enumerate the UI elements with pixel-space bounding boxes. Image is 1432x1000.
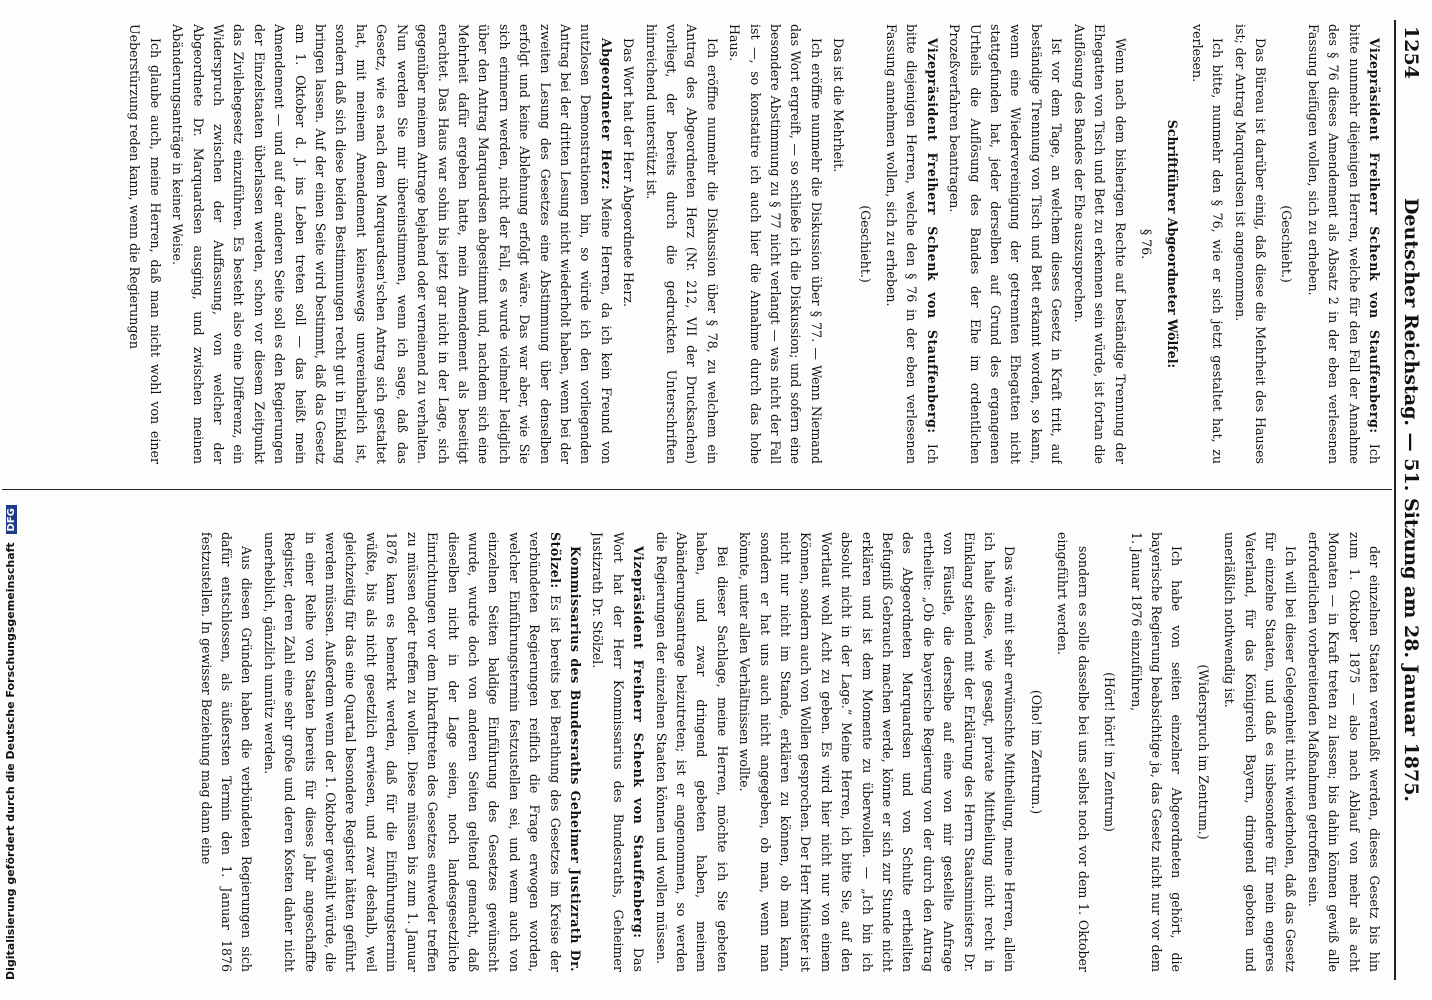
paragraph-text: Das Wort hat der Herr Abgeordnete Herz.	[621, 38, 637, 308]
paragraph-text: (Widerspruch im Zentrum.)	[1195, 664, 1211, 840]
paragraph	[1192, 532, 1212, 972]
paragraph	[195, 532, 256, 972]
dfg-logo: DFG	[6, 505, 17, 534]
paragraph-text: sondern es solle dasselbe bei uns selbst noch vor dem 1. Oktober eingeführt werden.	[1055, 532, 1091, 972]
paragraph-text: Das ist die Mehrheit.	[831, 38, 847, 173]
paragraph	[854, 24, 874, 464]
paragraph	[828, 24, 848, 464]
paragraph	[1026, 532, 1046, 972]
left-column	[12, 24, 1384, 464]
footer-credit	[4, 505, 17, 980]
paragraph	[640, 24, 722, 464]
paragraph	[124, 24, 165, 464]
paragraph-text: Ich glaube auch, meine Herren, daß man nicht wohl von einer Ueberstürzung reden kann, wenn die Regierungen	[127, 24, 163, 464]
paragraph	[1276, 24, 1296, 464]
paragraph-text: Ich bitte nunmehr diejenigen Herren, welche für den Fall der Annahme des § 76 dieses Amendement als Absatz 2 in der eben verlesenen Fassung beifügen wollen, sich zu erheben.	[1305, 24, 1382, 464]
page-number: 1254	[1400, 26, 1422, 79]
speaker-name: Kommissarius des Bundesraths Geheimer Justizrath Dr. Stölzel:	[547, 532, 583, 972]
paragraph	[1068, 24, 1129, 464]
paragraph	[1125, 532, 1186, 972]
paragraph-text: (Hört! hört! im Zentrum)	[1102, 672, 1118, 832]
paragraph	[258, 532, 585, 972]
paragraph	[167, 24, 616, 464]
paragraph-text: Ist vor dem Tage, an welchem dieses Gesetz in Kraft tritt, auf beständige Trennung von Tisch und Bett erkannt worden, so kann, wenn eine Wiedervereinigung der getrennten Ehegatten nicht stattgefunden hat, jeder derselben auf Grund des ergangenen Urtheils die Auflösung des Bandes der Ehe im ordentlichen Prozeßverfahren beantragen.	[947, 24, 1065, 464]
paragraph	[650, 532, 732, 972]
paragraph-text: Meine Herren, da ich kein Freund von nutzlosen Demonstrationen bin, so würde ich den vorliegenden Antrag bei der dritten Lesung nicht wiederholt haben, wenn bei der zweiten Lesung des Gesetzes eine Abstimmung über denselben erfolgt und keine Ablehnung erfolgt wäre. Das war aber, wie Sie sich erinnern werden, nicht der Fall, es wurde vielmehr lediglich über den Antrag Marquardsen abgestimmt und, nachdem sich eine Mehrheit dafür ergeben hatte, mein Amendement als beseitigt erachtet. Das Haus war sohin bis jetzt gar nicht in der Lage, sich gegenüber meinem Antrage bejahend oder verneinend zu verhalten. Nun werden Sie mir übereinstimmen, wenn ich sage, daß das Gesetz, wie es nach dem Marquardsen'schen Antrag sich gestaltet hat, mit meinem Amendement keineswegs unvereinbarlich ist, sondern daß sich diese beiden Bestimmungen recht gut in Einklang bringen lassen. Auf der einen Seite wird bestimmt, daß das Gesetz am 1. Oktober d. J. ins Leben treten soll — das heißt mein Amendement — und auf der anderen Seite soll es den Regierungen der Einzelstaaten überlassen werden, schon vor diesem Zeitpunkt das Zivilehegesetz einzuführen. Es besteht also eine Differenz, ein Widerspruch zwischen der Auffassung, von welcher der Abgeordnete Dr. Marquardsen ausging, und zwischen meinen Abänderungsanträge in keiner Weise.	[170, 24, 614, 464]
paragraph-text: Ich will bei dieser Gelegenheit nicht wiederholen, daß das Gesetz für einzelne Staaten, und daß es insbesondere für mein engeres Vaterland, für das Königreich Bayern, dringend geboten und unerläßlich nothwendig ist.	[1222, 532, 1299, 972]
speaker-name: Vizepräsident Freiherr Schenk von Stauffenberg:	[924, 38, 940, 434]
speaker-name: Vizepräsident Freiherr Schenk von Stauffenberg:	[1367, 38, 1382, 434]
paragraph-text: Aus diesen Gründen haben die verbündeten Regierungen sich dafür entschlossen, als äußersten Termin den 1. Januar 1876 festzustellen. In gewisser Beziehung mag dann eine	[198, 532, 255, 972]
paragraph-text: Es ist bereits bei Berathung des Gesetzes im Kreise der verbündeten Regierungen reiflich die Frage erwogen worden, welcher Einführungstermin festzustellen sei, und wenn auch von einzelnen Seiten baldige Einführung des Gesetzes gewünscht wurde, wurde doch von anderen Seiten geltend gemacht, daß dieselben nicht in der Lage seien, noch landesgesetzliche Einrichtungen vor dem Inkrafttreten des Gesetzes entweder treffen zu müssen oder treffen zu wollen. Diese müssen bis zum 1. Januar 1876 kann es bemerkt werden, daß für die Einführungstermin wüßte, bis als nicht gesetzlich erwiesen, und zwar deshalb, weil gleichzeitig für das eine Quartal besondere Register hätten geführt werden müssen. Außerdem wenn der 1. Oktober gewählt würde, die in einer Reihe von Staaten bereits für dieses Jahr angeschaffte Register, deren Zahl eine sehr große und deren Kosten daher nicht unerheblich, gänzlich unnütz werden.	[261, 532, 563, 972]
paragraph-text: (Oho! im Zentrum.)	[1028, 689, 1044, 815]
paragraph	[734, 532, 1020, 972]
paragraph-text: Ich bitte, nunmehr den § 76, wie er sich jetzt gestaltet hat, zu verlesen.	[1189, 24, 1226, 464]
paragraph	[724, 24, 826, 464]
column-divider	[2, 489, 1392, 490]
paragraph	[1136, 24, 1156, 464]
paragraph-text: der einzelnen Staaten veranlaßt werden, dieses Gesetz bis hin zum 1. Oktober 1875 — also nach Ablauf von mehr als acht Monaten — in Kraft treten zu lassen; bis dahin können gewiß alle erforderlichen vorbereitenden Maßnahmen getroffen sein.	[1305, 532, 1382, 972]
paragraph-text: Ich habe von seiten einzelner Abgeordneten gehört, die bayerische Regierung beabsichtige ja, das Gesetz nicht nur vor dem 1. Januar 1876 einzuführen,	[1128, 532, 1185, 972]
paragraph-text: Wenn nach dem bisherigen Rechte auf beständige Trennung der Ehegatten von Tisch und Bett zu erkennen sein würde, ist fortan die Auflösung des Bandes der Ehe auszusprechen.	[1071, 24, 1128, 464]
paragraph	[1229, 24, 1270, 464]
paragraph-text: Ich bitte diejenigen Herren, welche den § 76 in der eben verlesenen Fassung annehmen wollen, sich zu erheben.	[884, 24, 940, 464]
paragraph	[587, 532, 648, 972]
paragraph	[1219, 532, 1301, 972]
paragraph-text: Das Büreau ist darüber einig, daß diese die Mehrheit des Hauses ist; der Antrag Marquardsen ist angenommen.	[1232, 24, 1268, 464]
paragraph-text: Das Wort hat der Herr Kommissarius des Bundesraths, Geheimer Justizrath Dr. Stölzel.	[590, 532, 647, 972]
paragraph	[944, 24, 1066, 464]
paragraph-text: Schriftführer Abgeordneter Wölfel:	[1165, 119, 1181, 369]
paragraph	[1099, 532, 1119, 972]
header-title: Deutscher Reichstag. — 51. Sitzung am 28. Januar 1875.	[1400, 197, 1422, 803]
paragraph-text: (Geschieht.)	[857, 205, 873, 283]
right-column	[12, 532, 1384, 972]
paragraph	[1162, 24, 1182, 464]
paragraph	[1302, 24, 1384, 464]
paragraph-text: § 76.	[1138, 228, 1154, 260]
footer-text: Digitalisierung gefördert durch die Deutsche Forschungsgemeinschaft	[4, 542, 17, 980]
paragraph-text: Das wäre mit sehr erwünschte Mittheilung, meine Herren, allein ich halte diese, wie gesagt, private Mittheilung nicht recht in Einklang stehend mit der Erklärung des Herrn Staatsministers Dr. von Fäustle, die derselbe auf eine von mir gestellte Anfrage ertheilte: „Ob die bayerische Regierung von der durch den Antrag des Abgeordneten Marquardsen und von Schulte ertheilten Befugniß Gebrauch machen werde, könne er sich zur Stunde nicht erklären und ist dem Momente zu überwollen. — „Ich bin ich absolut nicht in der Lage.“ Meine Herren, ich bitte Sie, auf den Wortlaut wohl Acht zu geben. Es wird hier nicht nur von einem Können, sondern auch von Wollen gesprochen. Der Herr Minister ist nicht nur nicht im Stande, erklären zu können, ob man kann, sondern er hat uns auch nicht angegeben, ob man, wenn man könnte, unter allen Verhältnissen wollte.	[737, 532, 1018, 972]
speaker-name: Abgeordneter Herz:	[598, 38, 614, 191]
paragraph	[1052, 532, 1093, 972]
paragraph-text: (Geschieht.)	[1279, 205, 1295, 283]
paragraph-text: Ich eröffne nunmehr die Diskussion über § 78, zu welchem ein Antrag des Abgeordneten Herz (Nr. 212, VII der Drucksachen) vorliegt, der bereits durch die gedruckten Unterschriften hinreichend unterstützt ist.	[643, 24, 720, 464]
paragraph	[1186, 24, 1227, 464]
paragraph	[881, 24, 942, 464]
paragraph-text: Ich eröffne nunmehr die Diskussion über § 77. — Wenn Niemand das Wort ergreift, — so schließe ich die Diskussion; und sofern eine besondere Abstimmung zu § 77 nicht verlangt — was nicht der Fall ist —, so konstatire ich auch hier die Annahme durch das hohe Haus.	[727, 24, 824, 464]
paragraph	[618, 24, 638, 464]
paragraph-text: Bei dieser Sachlage, meine Herren, möchte ich Sie gebeten haben, und zwar dringend gebeten haben, meinem Abänderungsantrage beizutreten; ist er angenommen, so werden die Regierungen der einzelnen Staaten können und wollen müssen.	[653, 532, 730, 972]
page-header	[1394, 20, 1426, 980]
speaker-name: Vizepräsident Freiherr Schenk von Stauffenberg:	[631, 546, 647, 939]
paragraph	[1302, 532, 1384, 972]
